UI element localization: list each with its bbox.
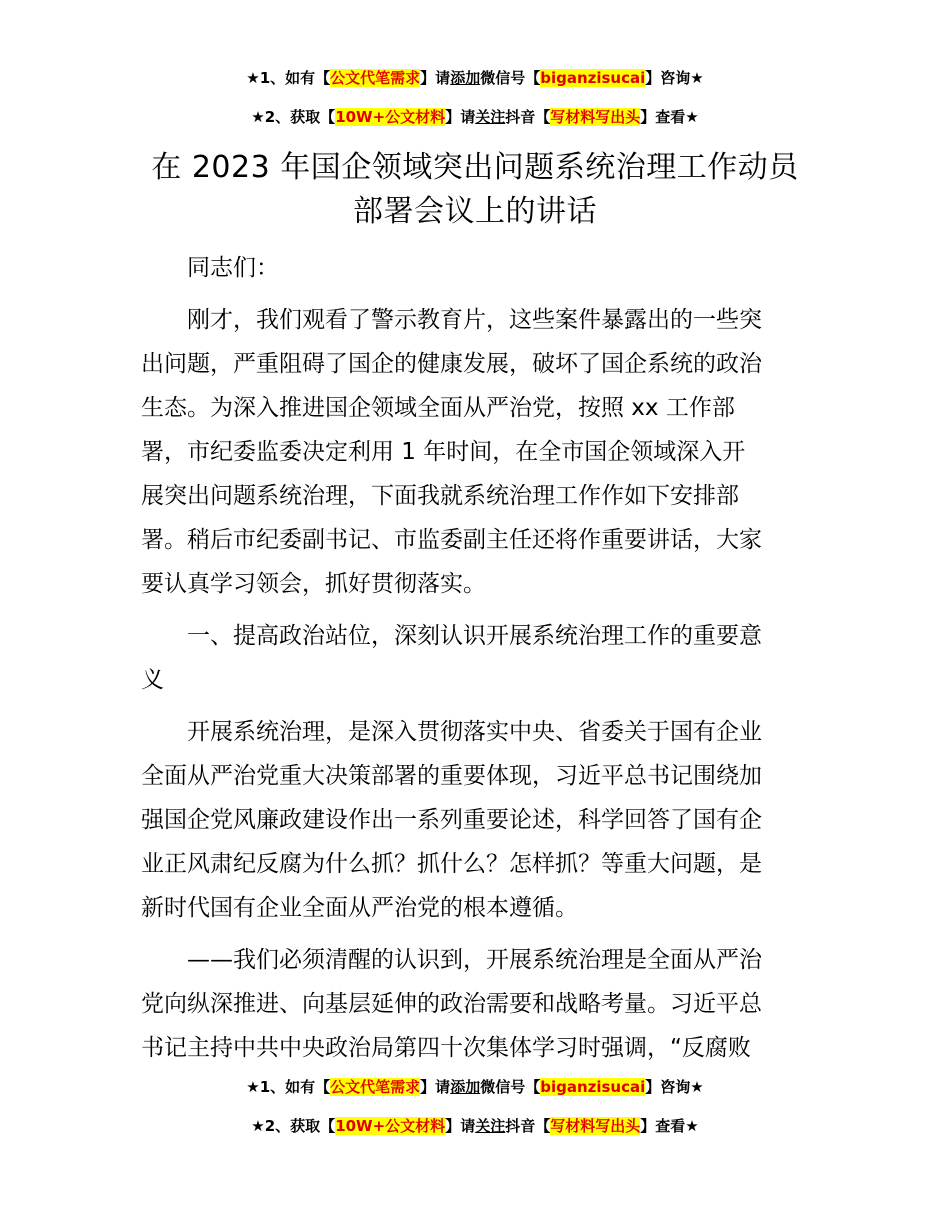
banner-text: 】咨询★ [645, 69, 704, 87]
footer-banner-line-2 [0, 1116, 950, 1136]
highlight-materials: 10W+公文材料 [335, 108, 446, 126]
banner-text: 】查看★ [640, 1117, 699, 1135]
document-title [0, 146, 950, 234]
banner-text: 】查看★ [640, 108, 699, 126]
banner-text: 】请 [445, 108, 476, 126]
body-line: 刚才，我们观看了警示教育片，这些案件暴露出的一些突 [187, 307, 762, 333]
underlined-word: 添加 [450, 69, 481, 87]
body-line: 全面从严治党重大决策部署的重要体现，习近平总书记围绕加 [141, 763, 762, 789]
underlined-word: 关注 [475, 1117, 506, 1135]
body-line: 署。稍后市纪委副书记、市监委副主任还将作重要讲话，大家 [141, 527, 762, 553]
body-line: 党向纵深推进、向基层延伸的政治需要和战略考量。习近平总 [141, 991, 762, 1017]
document-body [141, 246, 813, 1070]
banner-text: 抖音【 [505, 1117, 551, 1135]
body-line: 展突出问题系统治理，下面我就系统治理工作作如下安排部 [141, 483, 739, 509]
highlight-douyin: 写材料写出头 [550, 108, 641, 126]
title-line-1: 在 2023 年国企领域突出问题系统治理工作动员 [151, 150, 799, 185]
highlight-douyin: 写材料写出头 [550, 1117, 641, 1135]
body-line: 出问题，严重阻碍了国企的健康发展，破坏了国企系统的政治 [141, 351, 762, 377]
body-line: 书记主持中共中央政治局第四十次集体学习时强调，“反腐败 [141, 1035, 751, 1061]
highlight-materials: 10W+公文材料 [335, 1117, 446, 1135]
body-line: 生态。为深入推进国企领域全面从严治党，按照 xx 工作部 [141, 395, 735, 421]
banner-text: 】咨询★ [645, 1078, 704, 1096]
header-banner-line-1 [0, 68, 950, 88]
highlight-service: 公文代笔需求 [330, 69, 421, 87]
highlight-wechat-id: biganzisucai [540, 1078, 646, 1096]
title-line-2: 部署会议上的讲话 [353, 194, 597, 229]
footer-banner-line-1 [0, 1077, 950, 1097]
body-line: ——我们必须清醒的认识到，开展系统治理是全面从严治 [187, 947, 762, 973]
salutation: 同志们： [187, 255, 279, 281]
underlined-word: 关注 [475, 108, 506, 126]
banner-text: ★2、获取【 [251, 1117, 336, 1135]
body-line: 署，市纪委监委决定利用 1 年时间，在全市国企领域深入开 [141, 439, 746, 465]
banner-text: 】请 [420, 1078, 451, 1096]
body-line: 强国企党风廉政建设作出一系列重要论述，科学回答了国有企 [141, 807, 762, 833]
highlight-service: 公文代笔需求 [330, 1078, 421, 1096]
section-heading: 一、提高政治站位，深刻认识开展系统治理工作的重要意 [187, 623, 762, 649]
banner-text: 抖音【 [505, 108, 551, 126]
body-line: 要认真学习领会，抓好贯彻落实。 [141, 571, 486, 597]
banner-text: ★1、如有【 [246, 1078, 331, 1096]
underlined-word: 添加 [450, 1078, 481, 1096]
body-line: 业正风肃纪反腐为什么抓？抓什么？怎样抓？等重大问题，是 [141, 851, 762, 877]
banner-text: 微信号【 [480, 1078, 541, 1096]
body-line: 开展系统治理，是深入贯彻落实中央、省委关于国有企业 [187, 719, 762, 745]
banner-text: ★1、如有【 [246, 69, 331, 87]
banner-text: 微信号【 [480, 69, 541, 87]
banner-text: 】请 [445, 1117, 476, 1135]
body-line: 新时代国有企业全面从严治党的根本遵循。 [141, 895, 578, 921]
banner-text: 】请 [420, 69, 451, 87]
highlight-wechat-id: biganzisucai [540, 69, 646, 87]
header-banner-line-2 [0, 107, 950, 127]
banner-text: ★2、获取【 [251, 108, 336, 126]
section-heading-cont: 义 [141, 667, 164, 693]
